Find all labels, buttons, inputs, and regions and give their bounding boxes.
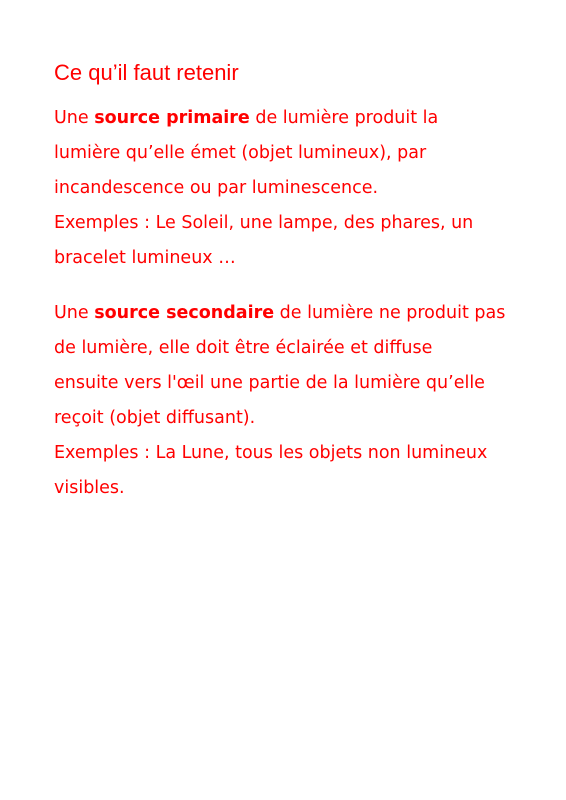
secondary-examples-line-1: Exemples : La Lune, tous les objets non lumineux (54, 443, 488, 463)
secondary-line-2: de lumière, elle doit être éclairée et diffuse (54, 338, 433, 358)
secondary-line-1-after: de lumière ne produit pas (274, 303, 506, 323)
secondary-line-1-before: Une (54, 303, 95, 323)
secondary-line-1 (54, 296, 554, 331)
secondary-source-term: source secondaire (94, 303, 275, 323)
secondary-line-4: reçoit (objet diffusant). (54, 408, 256, 428)
primary-line-3: incandescence ou par luminescence. (54, 178, 379, 198)
primary-source-term: source primaire (94, 108, 250, 128)
primary-examples-line-2: bracelet lumineux … (54, 248, 236, 268)
primary-line-2: lumière qu’elle émet (objet lumineux), par (54, 143, 427, 163)
primary-examples-line-1: Exemples : Le Soleil, une lampe, des phares, un (54, 213, 474, 233)
primary-source-paragraph (54, 101, 554, 276)
secondary-source-paragraph (54, 296, 554, 506)
secondary-line-3: ensuite vers l'œil une partie de la lumière qu’elle (54, 373, 485, 393)
primary-line-1 (54, 101, 554, 136)
primary-line-1-after: de lumière produit la (249, 108, 439, 128)
secondary-examples-line-2: visibles. (54, 478, 125, 498)
primary-line-1-before: Une (54, 108, 95, 128)
page-title: Ce qu’il faut retenir (54, 60, 239, 85)
